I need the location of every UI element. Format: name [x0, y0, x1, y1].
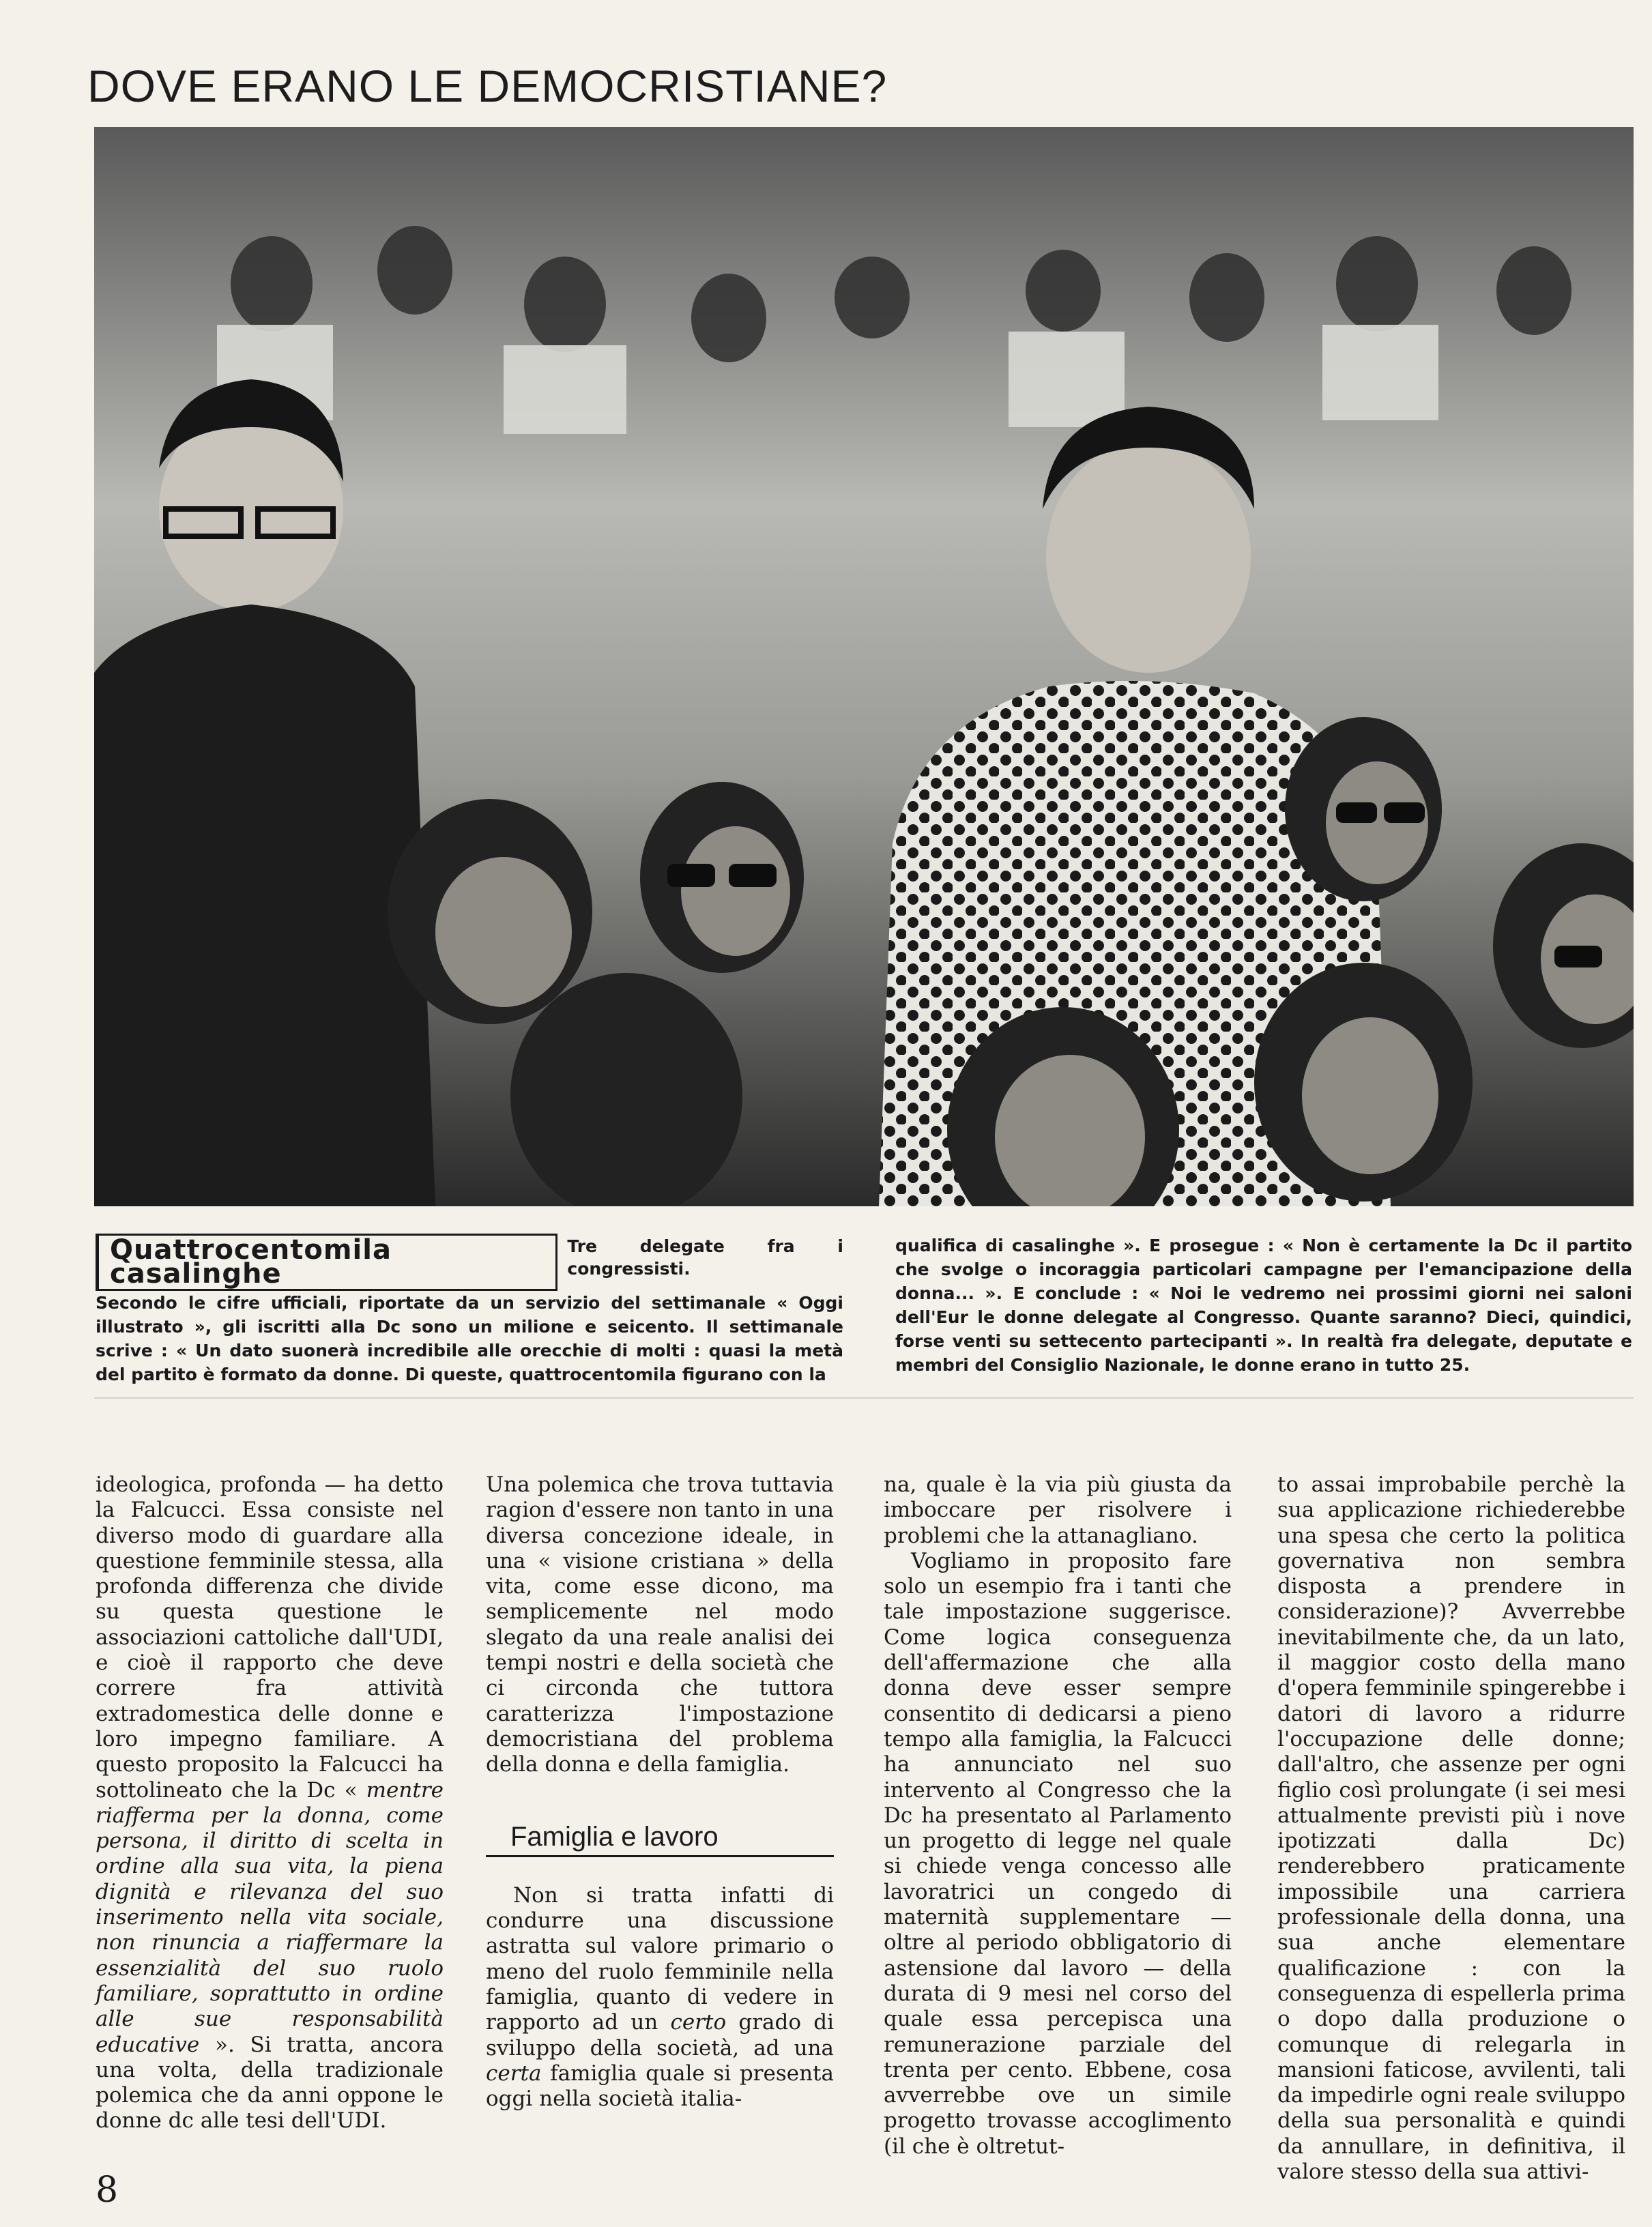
caption-boxed-title: Quattrocentomila casalinghe	[96, 1234, 557, 1291]
photo-icon	[94, 127, 1634, 1206]
col2-text-c: famiglia quale si presenta oggi nella società italia-	[486, 2061, 834, 2112]
page-title: DOVE ERANO LE DEMOCRISTIANE?	[87, 61, 888, 111]
col2-paragraph: Una polemica che trova tuttavia ragion d'essere non tanto in una diversa concezione ideale, in una « visione cristiana » della vita, come esse dicono, ma semplicemente nel modo slegato da una reale analisi dei tempi nostri e della società che ci circonda che tuttora caratterizza l'impostazione democristiana del problema della donna e della famiglia.	[486, 1472, 834, 1777]
col4-paragraph: to assai improbabile perchè la sua applicazione richiederebbe una spesa che certo la politica governativa non sembra disposta a prendere in considerazione)? Avverrebbe inevitabilmente che, da un lato, il maggior costo della mano d'opera femminile spingerebbe i datori di lavoro a ridurre l'occupazione delle donne; dall'altro, che assenze per ogni figlio così prolungate (i sei mesi attualmente previsti più i nove ipotizzati dalla Dc) renderebbero praticamente impossibile una carriera professionale della donna, una sua anche elementare qualificazione : con la conseguenza di espellerla prima o dopo dalla produzione o comunque di relegarla in mansioni faticose, avvilenti, tali da impedirle ogni reale sviluppo della sua personalità e quindi da annullare, in definitiva, il valore stesso della sua attivi-	[1277, 1472, 1625, 2185]
caption-short-text: Tre delegate fra i congressisti.	[567, 1236, 843, 1279]
col1-quote: mentre riafferma per la donna, come persona, il diritto di scelta in ordine alla sua vita, la piena dignità e rilevanza del suo inserimento nella vita sociale, non rinuncia a riaffermare la essenzialità del suo ruolo familiare, soprattutto in ordine alle sue responsabilità educative	[96, 1777, 444, 2057]
col2-text-b: grado di sviluppo della società, ad una	[486, 2010, 834, 2061]
caption-body-left: Secondo le cifre ufficiali, riportate da un servizio del settimanale « Oggi illustrato », gli iscritti alla Dc sono un milione e seicento. Il settimanale scrive : « Un dato suonerà incredibile alle orecchie di molti : quasi la metà del partito è formato da donne. Di queste, quattrocentomila figurano con la	[96, 1293, 843, 1384]
col1-text-end: ». Si tratta, ancora una volta, della tradizionale polemica che da anni oppone le donne dc alle tesi dell'UDI.	[96, 2032, 444, 2134]
col3-paragraph-1: na, quale è la via più giusta da imboccare per risolvere i problemi che la attanagliano.	[884, 1472, 1232, 1548]
col2-text-a: Non si tratta infatti di condurre una discussione astratta sul valore primario o meno del ruolo femminile nella famiglia, quanto di vedere in rapporto ad un	[486, 1882, 834, 2035]
col3-paragraph-2: Vogliamo in proposito fare solo un esempio fra i tanti che tale impostazione suggerisce. Come logica conseguenza dell'affermazione che alla donna deve esser sempre consentito di dedicarsi a pieno tempo alla famiglia, la Falcucci ha annunciato nel suo intervento al Congresso che la Dc ha presentato al Parlamento un progetto di legge nel quale si chiede venga concesso alle lavoratrici un congedo di maternità supplementare — oltre al periodo obbligatorio di astensione dal lavoro — della durata di 9 mesi nel corso del quale essa percepisca una remunerazione parziale del trenta per cento. Ebbene, cosa avverrebbe ove un simile progetto trovasse accoglimento (il che è oltretut-	[884, 1548, 1232, 2159]
article-column-4	[1277, 1472, 1625, 2185]
col1-text: ideologica, profonda — ha detto la Falcucci. Essa consiste nel diverso modo di guardare alla questione femminile stessa, alla profonda differenza che divide su questa questione le associazioni cattoliche dall'UDI, e cioè il rapporto che deve correre fra attività extradomestica delle donne e loro impegno familiare. A questo proposito la Falcucci ha sottolineato che la Dc «	[96, 1472, 444, 1803]
page-number: 8	[96, 2170, 119, 2211]
section-subhead: Famiglia e lavoro	[486, 1824, 834, 1857]
col2-certo: certo	[670, 2010, 727, 2035]
divider	[94, 1397, 1634, 1399]
article-column-2	[486, 1472, 834, 2112]
photo-caption-left	[96, 1234, 843, 1386]
congress-photo	[94, 127, 1634, 1206]
col2-certa: certa	[486, 2061, 542, 2086]
photo-caption-right: qualifica di casalinghe ». E prosegue : « Non è certamente la Dc il partito che svolge o incoraggia particolari campagne per l'emancipazione della donna... ». E conclude : « Noi le vedremo nei prossimi giorni nei saloni dell'Eur le donne delegate al Congresso. Quante saranno? Dieci, quindici, forse venti su settecento partecipanti ». In realtà fra delegate, deputate e membri del Consiglio Nazionale, le donne erano in tutto 25.	[895, 1236, 1632, 1375]
article-column-3	[884, 1472, 1232, 2159]
article-column-1	[96, 1472, 444, 2134]
